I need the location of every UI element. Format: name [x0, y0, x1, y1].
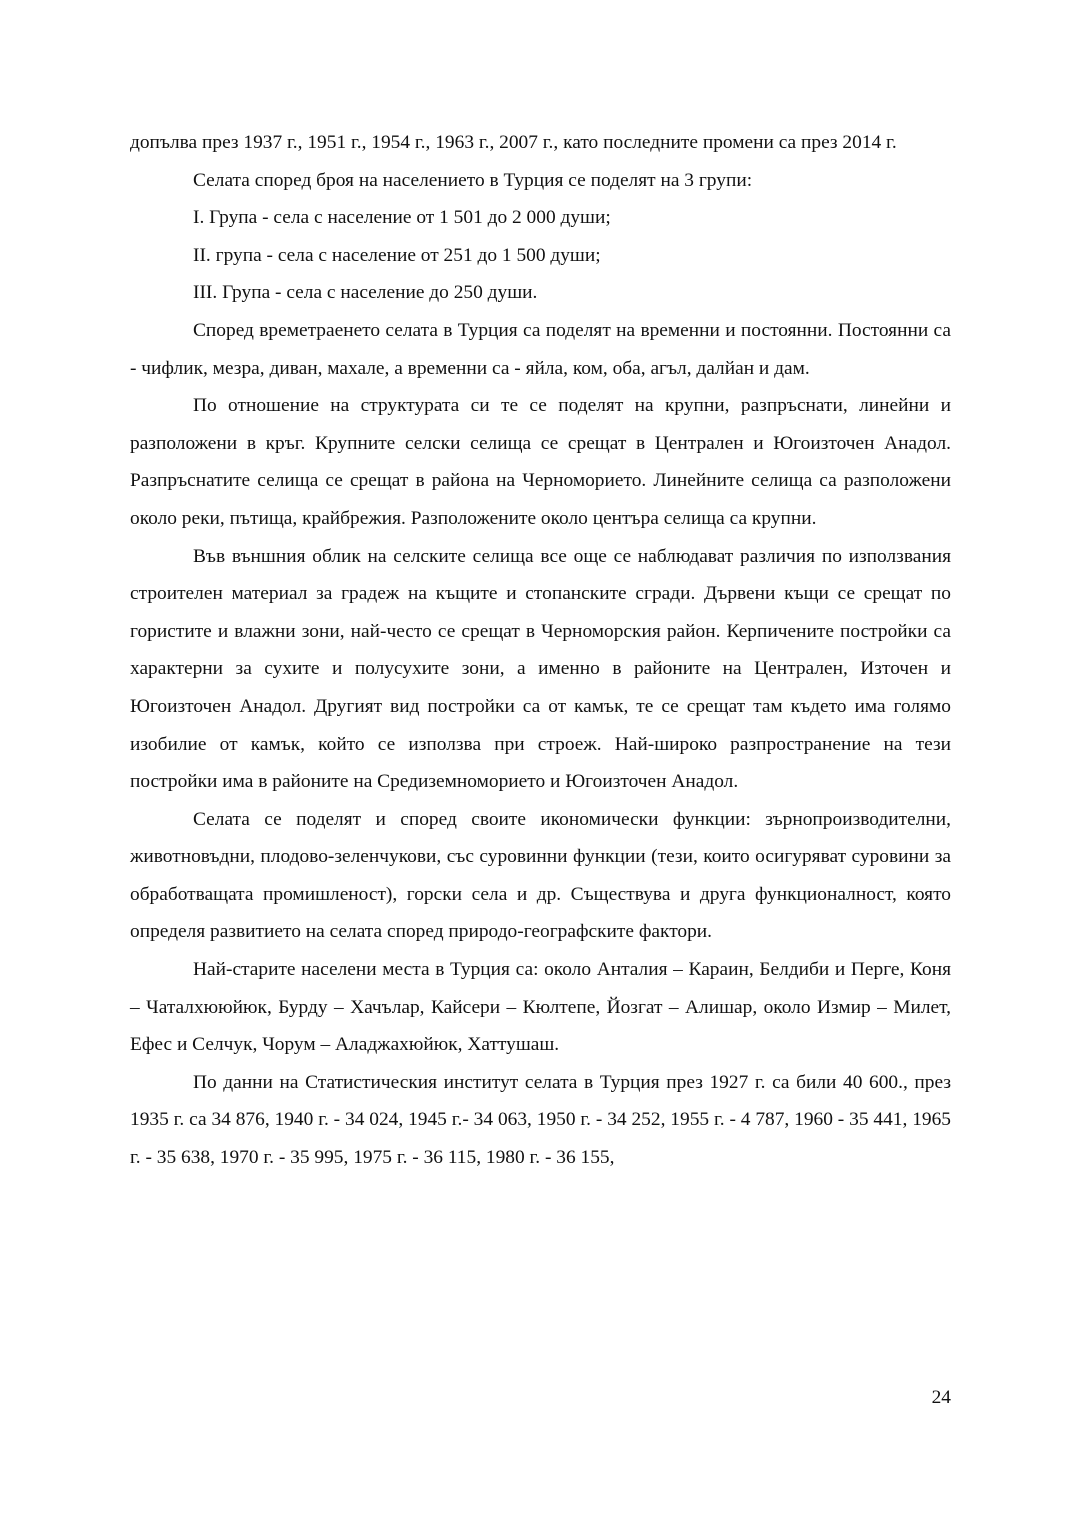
page-number: 24 — [931, 1387, 951, 1408]
paragraph-economic-functions: Селата се поделят и според своите икономически функции: зърнопроизводителни, животновъдни, плодово-зеленчукови, със суровинни функции (тези, които осигуряват суровини за обработващата промишленост), горски села и др. Съществува и друга функционалност, която определя развитието на селата според природо-географските фактори. — [130, 808, 951, 943]
paragraph-groups-intro: Селата според броя на населението в Турция се поделят на 3 групи: — [193, 169, 753, 191]
list-item-group-2: II. група - села с население от 251 до 1 500 души; — [193, 244, 601, 266]
paragraph-duration: Според времетраенето селата в Турция са поделят на временни и постоянни. Постоянни са - чифлик, мезра, диван, махале, а временни са - яйла, ком, оба, агъл, далйан и дам. — [130, 319, 951, 379]
paragraph-building-materials: Във външния облик на селските селища все още се наблюдават различия по използвания строителен материал за градеж на къщите и стопанските сгради. Дървени къщи се срещат по гористите и влажни зони, най-често се срещат в Черноморския район. Керпичените постройки са характерни за сухите и полусухите зони, а именно в районите на Централен, Източен и Югоизточен Анадол. Другият вид постройки са от камък, те се срещат там където има голямо изобилие от камък, който се използва при строеж. Най-широко разпространение на тези постройки има в районите на Средиземноморието и Югоизточен Анадол. — [130, 545, 951, 793]
paragraph-statistics: По данни на Статистическия институт селата в Турция през 1927 г. са били 40 600., през 1935 г. са 34 876, 1940 г. - 34 024, 1945 г.- 34 063, 1950 г. - 34 252, 1955 г. - 4 787, 1960 - 35 441, 1965 г. - 35 638, 1970 г. - 35 995, 1975 г. - 36 115, 1980 г. - 36 155, — [130, 1071, 951, 1169]
list-item-group-1: I. Група - села с население от 1 501 до 2 000 души; — [193, 207, 611, 229]
list-item-group-3: III. Група - села с население до 250 души. — [193, 282, 538, 304]
page-body — [130, 124, 951, 1177]
paragraph-continuation: допълва през 1937 г., 1951 г., 1954 г., 1963 г., 2007 г., като последните промени са през 2014 г. — [130, 132, 897, 153]
paragraph-oldest-settlements: Най-старите населени места в Турция са: около Анталия – Караин, Белдиби и Перге, Коня – Чаталхююйюк, Бурду – Хачълар, Кайсери – Кюлтепе, Йозгат – Алишар, около Измир – Милет, Ефес и Селчук, Чорум – Аладжахюйюк, Хаттушаш. — [130, 959, 951, 1056]
paragraph-structure: По отношение на структурата си те се поделят на крупни, разпръснати, линейни и разположени в кръг. Крупните селски селища се срещат в Централен и Югоизточен Анадол. Разпръснатите селища се срещат в района на Черноморието. Линейните селища са разположени около реки, пътища, крайбрежия. Разположените около центъра селища са крупни. — [130, 395, 951, 529]
